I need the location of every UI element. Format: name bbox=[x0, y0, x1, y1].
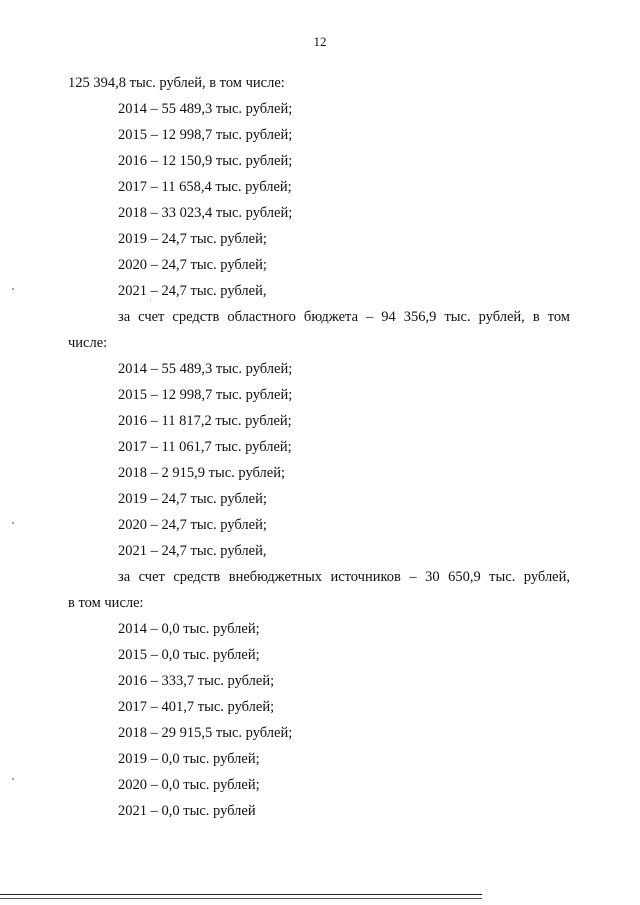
list-item: 2019 – 24,7 тыс. рублей; bbox=[118, 491, 267, 507]
list-item: 2015 – 0,0 тыс. рублей; bbox=[118, 647, 260, 663]
list-item: 2017 – 11 061,7 тыс. рублей; bbox=[118, 439, 292, 455]
list-item: 2016 – 12 150,9 тыс. рублей; bbox=[118, 153, 293, 169]
list-item: 2018 – 2 915,9 тыс. рублей; bbox=[118, 465, 285, 481]
page-number: 12 bbox=[313, 34, 327, 49]
list-item: 2017 – 401,7 тыс. рублей; bbox=[118, 699, 275, 715]
scan-speck bbox=[12, 522, 14, 524]
extrabudget-paragraph-line2: в том числе: bbox=[68, 595, 144, 611]
list-item: 2014 – 55 489,3 тыс. рублей; bbox=[118, 101, 293, 117]
scan-speck bbox=[12, 778, 14, 780]
bottom-rule bbox=[0, 898, 482, 899]
list-item: 2014 – 0,0 тыс. рублей; bbox=[118, 621, 260, 637]
list-item: 2014 – 55 489,3 тыс. рублей; bbox=[118, 361, 293, 377]
list-item: 2021 – 0,0 тыс. рублей bbox=[118, 803, 256, 819]
regional-budget-paragraph-line2: числе: bbox=[68, 335, 108, 351]
list-item: 2021 – 24,7 тыс. рублей, bbox=[118, 543, 267, 559]
list-item: 2015 – 12 998,7 тыс. рублей; bbox=[118, 127, 293, 143]
list-item: 2015 – 12 998,7 тыс. рублей; bbox=[118, 387, 293, 403]
intro-line: 125 394,8 тыс. рублей, в том числе: bbox=[68, 75, 285, 91]
list-item: 2018 – 33 023,4 тыс. рублей; bbox=[118, 205, 293, 221]
extrabudget-paragraph-line1: за счет средств внебюджетных источников – 30 650,9 тыс. рублей, bbox=[118, 569, 570, 585]
list-item: 2020 – 0,0 тыс. рублей; bbox=[118, 777, 260, 793]
bottom-rule bbox=[0, 894, 482, 895]
scan-speck bbox=[12, 288, 14, 290]
list-item: 2019 – 24,7 тыс. рублей; bbox=[118, 231, 267, 247]
list-item: 2020 – 24,7 тыс. рублей; bbox=[118, 517, 267, 533]
list-item: 2020 – 24,7 тыс. рублей; bbox=[118, 257, 267, 273]
list-item: 2019 – 0,0 тыс. рублей; bbox=[118, 751, 260, 767]
list-item: 2018 – 29 915,5 тыс. рублей; bbox=[118, 725, 293, 741]
list-item: 2016 – 11 817,2 тыс. рублей; bbox=[118, 413, 292, 429]
list-item: 2016 – 333,7 тыс. рублей; bbox=[118, 673, 275, 689]
regional-budget-paragraph-line1: за счет средств областного бюджета – 94 356,9 тыс. рублей, в том bbox=[118, 309, 570, 325]
list-item: 2021 – 24,7 тыс. рублей, bbox=[118, 283, 267, 299]
scan-speck bbox=[150, 300, 151, 301]
list-item: 2017 – 11 658,4 тыс. рублей; bbox=[118, 179, 292, 195]
